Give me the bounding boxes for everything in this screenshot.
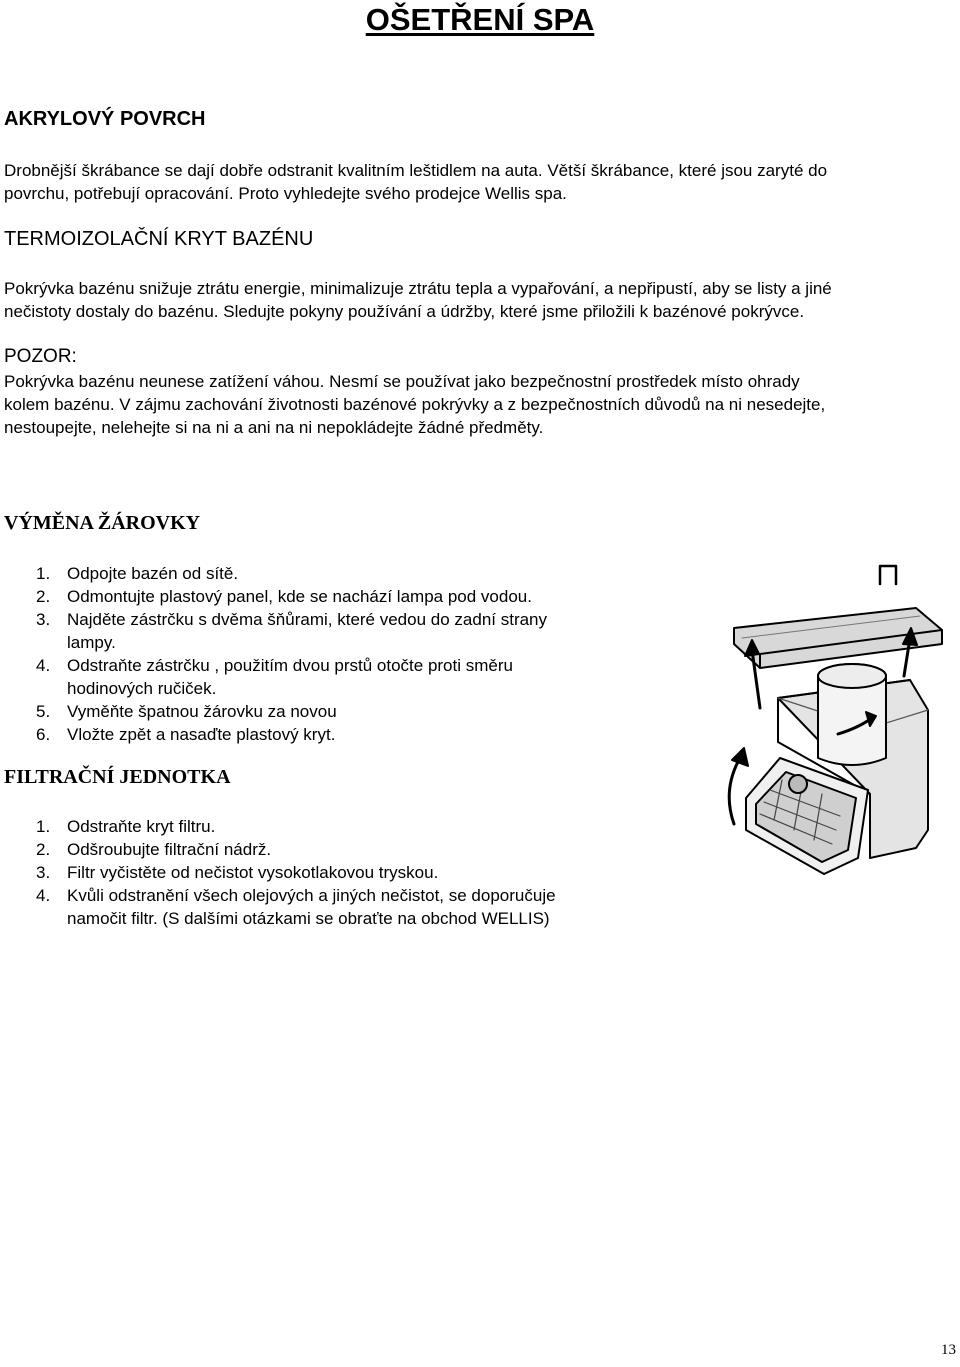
paragraph-line: kolem bazénu. V zájmu zachování životnosti bazénové pokrývky a z bezpečnostních důvodů na ni nesedejte, <box>4 395 826 414</box>
list-item <box>4 654 704 700</box>
section-heading-cover: TERMOIZOLAČNÍ KRYT BAZÉNU <box>4 228 314 250</box>
step-number: 4. <box>36 656 51 675</box>
bulb-steps-list <box>4 562 704 746</box>
step-number: 3. <box>36 863 51 882</box>
step-text: Vložte zpět a nasaďte plastový kryt. <box>67 725 336 744</box>
step-text: Odmontujte plastový panel, kde se nachází lampa pod vodou. <box>67 587 532 606</box>
list-item <box>4 700 704 723</box>
step-number: 5. <box>36 702 51 721</box>
step-number: 2. <box>36 587 51 606</box>
list-item <box>4 884 704 930</box>
step-text: Najděte zástrčku s dvěma šňůrami, které vedou do zadní strany <box>67 610 548 629</box>
step-number: 2. <box>36 840 51 859</box>
step-number: 4. <box>36 886 51 905</box>
list-item <box>4 815 704 838</box>
step-number: 3. <box>36 610 51 629</box>
step-number: 1. <box>36 817 51 836</box>
filter-steps-list <box>4 815 704 930</box>
paragraph-line: povrchu, potřebují opracování. Proto vyhledejte svého prodejce Wellis spa. <box>4 184 567 203</box>
paragraph-acrylic <box>4 159 956 205</box>
paragraph-warning <box>4 370 956 439</box>
step-text: Odšroubujte filtrační nádrž. <box>67 840 272 859</box>
list-item <box>4 562 704 585</box>
page-title: OŠETŘENÍ SPA <box>365 2 595 37</box>
step-text: Vyměňte špatnou žárovku za novou <box>67 702 337 721</box>
paragraph-line: Drobnější škrábance se dají dobře odstranit kvalitním leštidlem na auta. Větší škrábance, které jsou zaryté do <box>4 161 828 180</box>
warning-heading: POZOR: <box>4 346 77 367</box>
step-text: Odpojte bazén od sítě. <box>67 564 239 583</box>
paragraph-line: Pokrývka bazénu neunese zatížení váhou. Nesmí se používat jako bezpečnostní prostředek místo ohrady <box>4 372 800 391</box>
list-item <box>4 608 704 654</box>
spa-lamp-housing-icon <box>720 558 960 888</box>
step-text: namočit filtr. (S dalšími otázkami se obraťte na obchod WELLIS) <box>67 909 550 928</box>
step-text: lampy. <box>67 633 116 652</box>
list-item <box>4 585 704 608</box>
section-heading-bulb: VÝMĚNA ŽÁROVKY <box>4 512 201 534</box>
section-heading-acrylic: AKRYLOVÝ POVRCH <box>4 108 206 130</box>
step-text: Odstraňte kryt filtru. <box>67 817 216 836</box>
paragraph-line: nečistoty dostaly do bazénu. Sledujte pokyny používání a údržby, které jsme přiložili k bazénové pokrývce. <box>4 302 805 321</box>
list-item <box>4 723 704 746</box>
list-item <box>4 861 704 884</box>
section-heading-filter: FILTRAČNÍ JEDNOTKA <box>4 766 231 788</box>
paragraph-line: Pokrývka bazénu snižuje ztrátu energie, minimalizuje ztrátu tepla a vypařování, a nepřipustí, aby se listy a jiné <box>4 279 832 298</box>
step-text: Kvůli odstranění všech olejových a jiných nečistot, se doporučuje <box>67 886 556 905</box>
paragraph-cover <box>4 277 956 323</box>
list-item <box>4 838 704 861</box>
paragraph-line: nestoupejte, nelehejte si na ni a ani na ni nepokládejte žádné předměty. <box>4 418 544 437</box>
step-number: 1. <box>36 564 51 583</box>
step-text: hodinových ručiček. <box>67 679 217 698</box>
page-number: 13 <box>941 1342 956 1358</box>
step-number: 6. <box>36 725 51 744</box>
step-text: Odstraňte zástrčku , použitím dvou prstů otočte proti směru <box>67 656 513 675</box>
step-text: Filtr vyčistěte od nečistot vysokotlakovou tryskou. <box>67 863 439 882</box>
